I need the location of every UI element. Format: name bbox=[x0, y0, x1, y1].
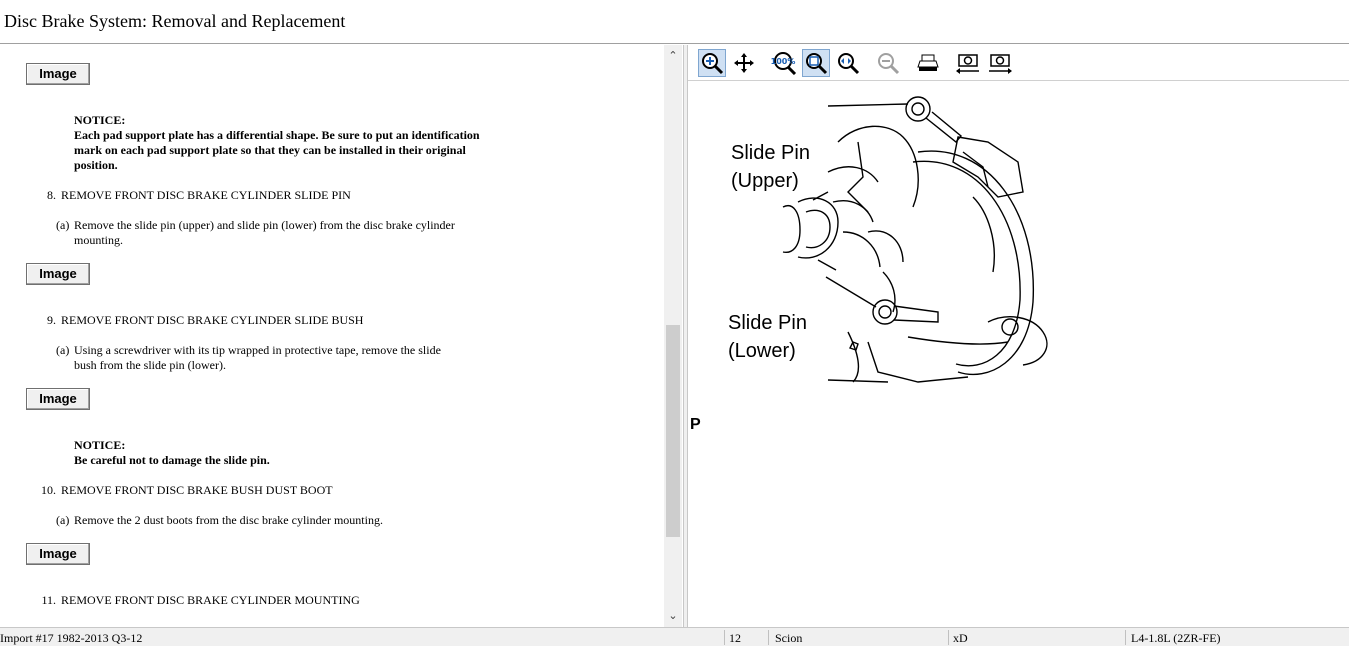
label-slide-pin-upper: Slide Pin bbox=[731, 142, 810, 164]
status-separator bbox=[724, 630, 725, 645]
image-button[interactable]: Image bbox=[26, 263, 90, 285]
notice-block bbox=[74, 113, 514, 173]
status-engine: L4-1.8L (2ZR-FE) bbox=[1131, 631, 1221, 645]
substep-line: Remove the 2 dust boots from the disc brake cylinder mounting. bbox=[74, 513, 383, 527]
image-button[interactable]: Image bbox=[26, 543, 90, 565]
image-button[interactable]: Image bbox=[26, 388, 90, 410]
label-lower: (Lower) bbox=[728, 340, 796, 362]
step-text: REMOVE FRONT DISC BRAKE CYLINDER MOUNTING bbox=[61, 593, 360, 607]
label-slide-pin-lower: Slide Pin bbox=[728, 312, 807, 334]
step-number: 11. bbox=[41, 593, 56, 607]
status-bar bbox=[0, 627, 1349, 646]
notice-heading: NOTICE: bbox=[74, 438, 126, 452]
substep-10a bbox=[56, 513, 506, 528]
vertical-scrollbar[interactable] bbox=[664, 45, 682, 627]
substep-line: Remove the slide pin (upper) and slide pin (lower) from the disc brake cylinder bbox=[74, 218, 455, 232]
window-title-bar bbox=[0, 0, 1349, 44]
print-icon[interactable] bbox=[914, 49, 942, 77]
scroll-up-arrow-icon[interactable]: ⌃ bbox=[668, 49, 678, 62]
notice-line: mark on each pad support plate so that they can be installed in their original bbox=[74, 143, 466, 157]
step-text: REMOVE FRONT DISC BRAKE CYLINDER SLIDE BUSH bbox=[61, 313, 364, 327]
step-8 bbox=[37, 188, 351, 203]
step-9 bbox=[37, 313, 363, 328]
step-text: REMOVE FRONT DISC BRAKE BUSH DUST BOOT bbox=[61, 483, 333, 497]
image-button[interactable]: Image bbox=[26, 63, 90, 85]
status-separator bbox=[768, 630, 769, 645]
zoom-fit-icon[interactable] bbox=[802, 49, 830, 77]
substep-line: Using a screwdriver with its tip wrapped in protective tape, remove the slide bbox=[74, 343, 441, 357]
substep-line: bush from the slide pin (lower). bbox=[74, 358, 226, 372]
substep-letter: (a) bbox=[56, 343, 70, 357]
diagram-edge-mark: P bbox=[690, 416, 701, 433]
step-10 bbox=[37, 483, 333, 498]
substep-9a bbox=[56, 343, 506, 373]
notice-line: Each pad support plate has a differential shape. Be sure to put an identification bbox=[74, 128, 480, 142]
scroll-down-arrow-icon[interactable]: ⌄ bbox=[668, 609, 678, 622]
zoom-100-icon[interactable] bbox=[770, 49, 798, 77]
viewer-toolbar bbox=[688, 45, 1349, 81]
substep-8a bbox=[56, 218, 506, 248]
procedure-pane[interactable] bbox=[0, 45, 683, 627]
notice-block bbox=[74, 438, 514, 468]
prev-image-icon[interactable] bbox=[954, 49, 982, 77]
substep-letter: (a) bbox=[56, 513, 70, 527]
window-title: Disc Brake System: Removal and Replacement bbox=[4, 11, 346, 31]
status-make: Scion bbox=[775, 631, 803, 645]
step-11 bbox=[37, 593, 360, 608]
step-number: 10. bbox=[41, 483, 56, 497]
brake-diagram bbox=[688, 82, 1349, 627]
status-separator bbox=[1125, 630, 1126, 645]
notice-line: Be careful not to damage the slide pin. bbox=[74, 453, 270, 467]
zoom-out-icon[interactable] bbox=[874, 49, 902, 77]
status-separator bbox=[948, 630, 949, 645]
zoom-width-icon[interactable] bbox=[834, 49, 862, 77]
pan-icon[interactable] bbox=[730, 49, 758, 77]
next-image-icon[interactable] bbox=[986, 49, 1014, 77]
substep-line: mounting. bbox=[74, 233, 124, 247]
image-viewer bbox=[688, 45, 1349, 627]
status-model: xD bbox=[953, 631, 968, 645]
status-page: 12 bbox=[729, 631, 741, 645]
zoom-in-icon[interactable] bbox=[698, 49, 726, 77]
step-number: 8. bbox=[47, 188, 56, 202]
scrollbar-thumb[interactable] bbox=[666, 325, 680, 537]
label-upper: (Upper) bbox=[731, 170, 799, 192]
step-number: 9. bbox=[47, 313, 56, 327]
status-source: Import #17 1982-2013 Q3-12 bbox=[0, 631, 143, 645]
step-text: REMOVE FRONT DISC BRAKE CYLINDER SLIDE PIN bbox=[61, 188, 351, 202]
zoom-100-label: 100% bbox=[771, 57, 796, 66]
notice-heading: NOTICE: bbox=[74, 113, 126, 127]
notice-line: position. bbox=[74, 158, 118, 172]
substep-letter: (a) bbox=[56, 218, 70, 232]
